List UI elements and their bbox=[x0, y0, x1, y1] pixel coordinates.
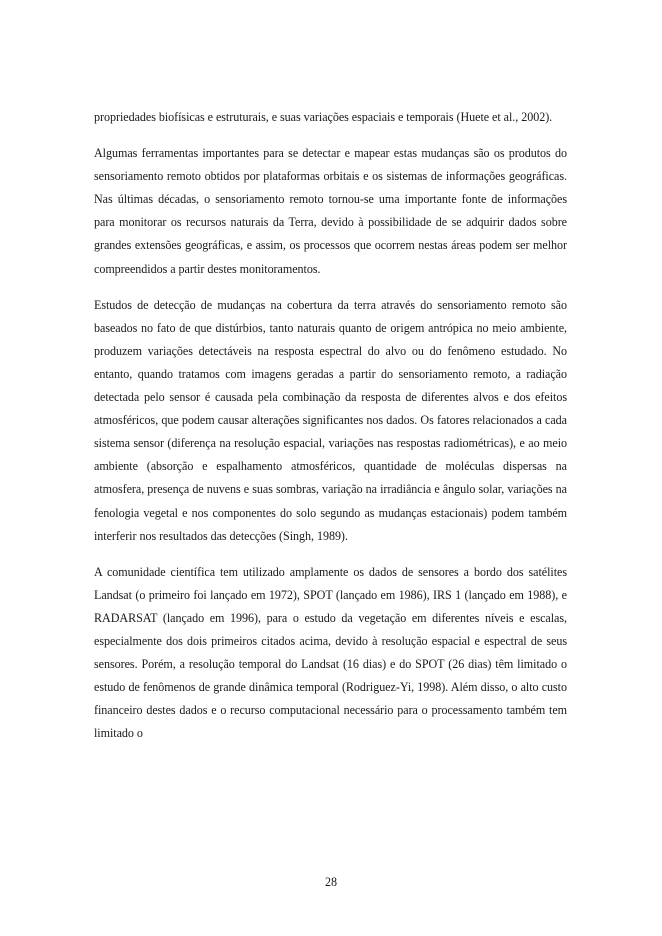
paragraph-tools: Algumas ferramentas importantes para se detectar e mapear estas mudanças são os produtos do sensoriamento remoto obtidos por plataformas orbitais e os sistemas de informações geográficas. Nas últimas décadas, o sensoriamento remoto tornou-se uma importante fonte de informações para monitorar os recursos naturais da Terra, devido à possibilidade de se adquirir dados sobre grandes extensões geográficas, e assim, os processos que ocorrem nestas áreas podem ser melhor compreendidos a partir destes monitoramentos. bbox=[94, 146, 567, 276]
page-number: 28 bbox=[324, 875, 338, 889]
paragraph-satellites: A comunidade científica tem utilizado amplamente os dados de sensores a bordo dos satélites Landsat (o primeiro foi lançado em 1972), SPOT (lançado em 1986), IRS 1 (lançado em 1988), e RADARSAT (lançado em 1996), para o estudo da vegetação em diferentes níveis e escalas, especialmente dos dois primeiros citados acima, devido à resolução espacial e espectral de seus sensores. Porém, a resolução temporal do Landsat (16 dias) e do SPOT (26 dias) têm limitado o estudo de fenômenos de grande dinâmica temporal (Rodriguez-Yi, 1998). Além disso, o alto custo financeiro destes dados e o recurso computacional necessário para o processamento também tem limitado o bbox=[94, 564, 567, 741]
paragraph-continuation: propriedades biofísicas e estruturais, e suas variações espaciais e temporais (Huete et al., 2002). bbox=[94, 110, 553, 124]
paragraph-change-detection: Estudos de detecção de mudanças na cobertura da terra através do sensoriamento remoto são baseados no fato de que distúrbios, tanto naturais quanto de origem antrópica no meio ambiente, produzem variações detectáveis na resposta espectral do alvo ou do fenômeno estudado. No entanto, quando tratamos com imagens geradas a partir do sensoriamento remoto, a radiação detectada pelo sensor é causada pela combinação da resposta de diferentes alvos e dos efeitos atmosféricos, que podem causar alterações significantes nos dados. Os fatores relacionados a cada sistema sensor (diferença na resolução espacial, variações nas respostas radiométricas), e ao meio ambiente (absorção e espalhamento atmosféricos, quantidade de moléculas dispersas na atmosfera, presença de nuvens e suas sombras, variação na irradiância e ângulo solar, variações na fenologia vegetal e nos componentes do solo segundo as mudanças estacionais) podem também interferir nos resultados das detecções (Singh, 1989). bbox=[94, 297, 567, 543]
document-body bbox=[94, 106, 567, 745]
